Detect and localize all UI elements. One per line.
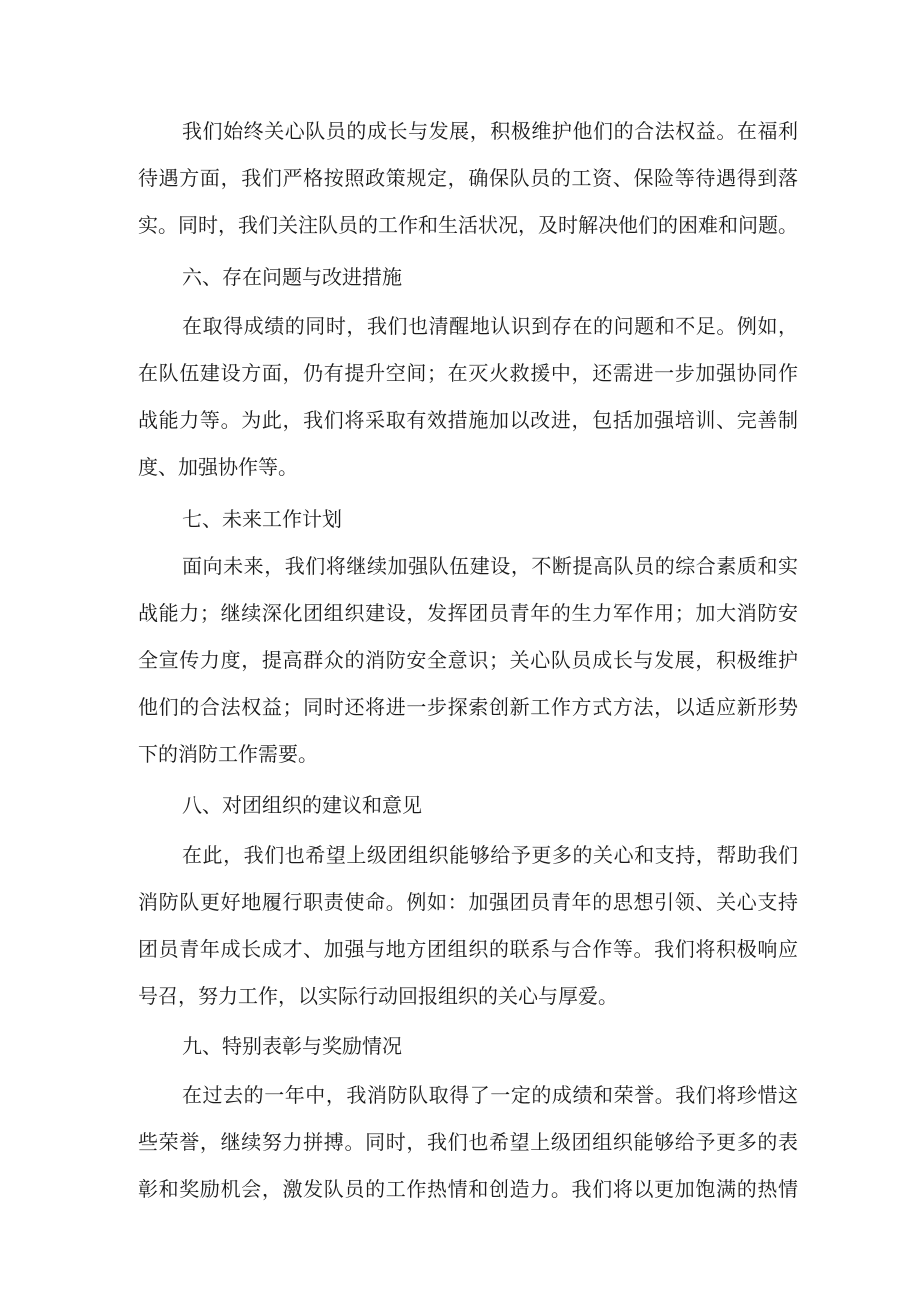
text-line: 待遇方面，我们严格按照政策规定，确保队员的工资、保险等待遇得到落 (138, 166, 798, 190)
text-line: 度、加强协作等。 (138, 455, 298, 479)
text-line: 全宣传力度，提高群众的消防安全意识；关心队员成长与发展，积极维护 (138, 648, 798, 672)
text-line: 彰和奖励机会，激发队员的工作热情和创造力。我们将以更加饱满的热情 (138, 1177, 798, 1201)
section-heading-9 (138, 1023, 798, 1070)
text-line: 在此，我们也希望上级团组织能够给予更多的关心和支持，帮助我们 (182, 843, 798, 867)
text-line: 在取得成绩的同时，我们也清醒地认识到存在的问题和不足。例如， (182, 314, 798, 338)
text-line: 团员青年成长成才、加强与地方团组织的联系与合作等。我们将积极响应 (138, 937, 798, 961)
text-line: 在过去的一年中，我消防队取得了一定的成绩和荣誉。我们将珍惜这 (182, 1083, 798, 1107)
text-line: 战能力；继续深化团组织建设，发挥团员青年的生力军作用；加大消防安 (138, 601, 798, 625)
text-line: 他们的合法权益；同时还将进一步探索创新工作方式方法，以适应新形势 (138, 695, 798, 719)
paragraph-welfare (138, 108, 798, 249)
text-line: 我们始终关心队员的成长与发展，积极维护他们的合法权益。在福利 (182, 119, 798, 143)
section-heading-6 (138, 254, 798, 301)
heading-text: 七、未来工作计划 (182, 507, 342, 531)
section-heading-7 (138, 496, 798, 543)
text-line: 号召，努力工作，以实际行动回报组织的关心与厚爱。 (138, 984, 618, 1008)
text-line: 些荣誉，继续努力拼搏。同时，我们也希望上级团组织能够给予更多的表 (138, 1130, 798, 1154)
paragraph-future-plan (138, 543, 798, 778)
paragraph-problems (138, 303, 798, 491)
paragraph-awards (138, 1072, 798, 1213)
text-line: 面向未来，我们将继续加强队伍建设，不断提高队员的综合素质和实 (182, 554, 798, 578)
heading-text: 六、存在问题与改进措施 (182, 265, 402, 289)
text-line: 在队伍建设方面，仍有提升空间；在灭火救援中，还需进一步加强协同作 (138, 361, 798, 385)
heading-text: 九、特别表彰与奖励情况 (182, 1034, 402, 1058)
text-line: 实。同时，我们关注队员的工作和生活状况，及时解决他们的困难和问题。 (138, 213, 798, 237)
heading-text: 八、对团组织的建议和意见 (182, 793, 422, 817)
section-heading-8 (138, 782, 798, 829)
text-line: 战能力等。为此，我们将采取有效措施加以改进，包括加强培训、完善制 (138, 408, 798, 432)
text-line: 消防队更好地履行职责使命。例如：加强团员青年的思想引领、关心支持 (138, 890, 798, 914)
text-line: 下的消防工作需要。 (138, 742, 318, 766)
paragraph-suggestions (138, 832, 798, 1020)
